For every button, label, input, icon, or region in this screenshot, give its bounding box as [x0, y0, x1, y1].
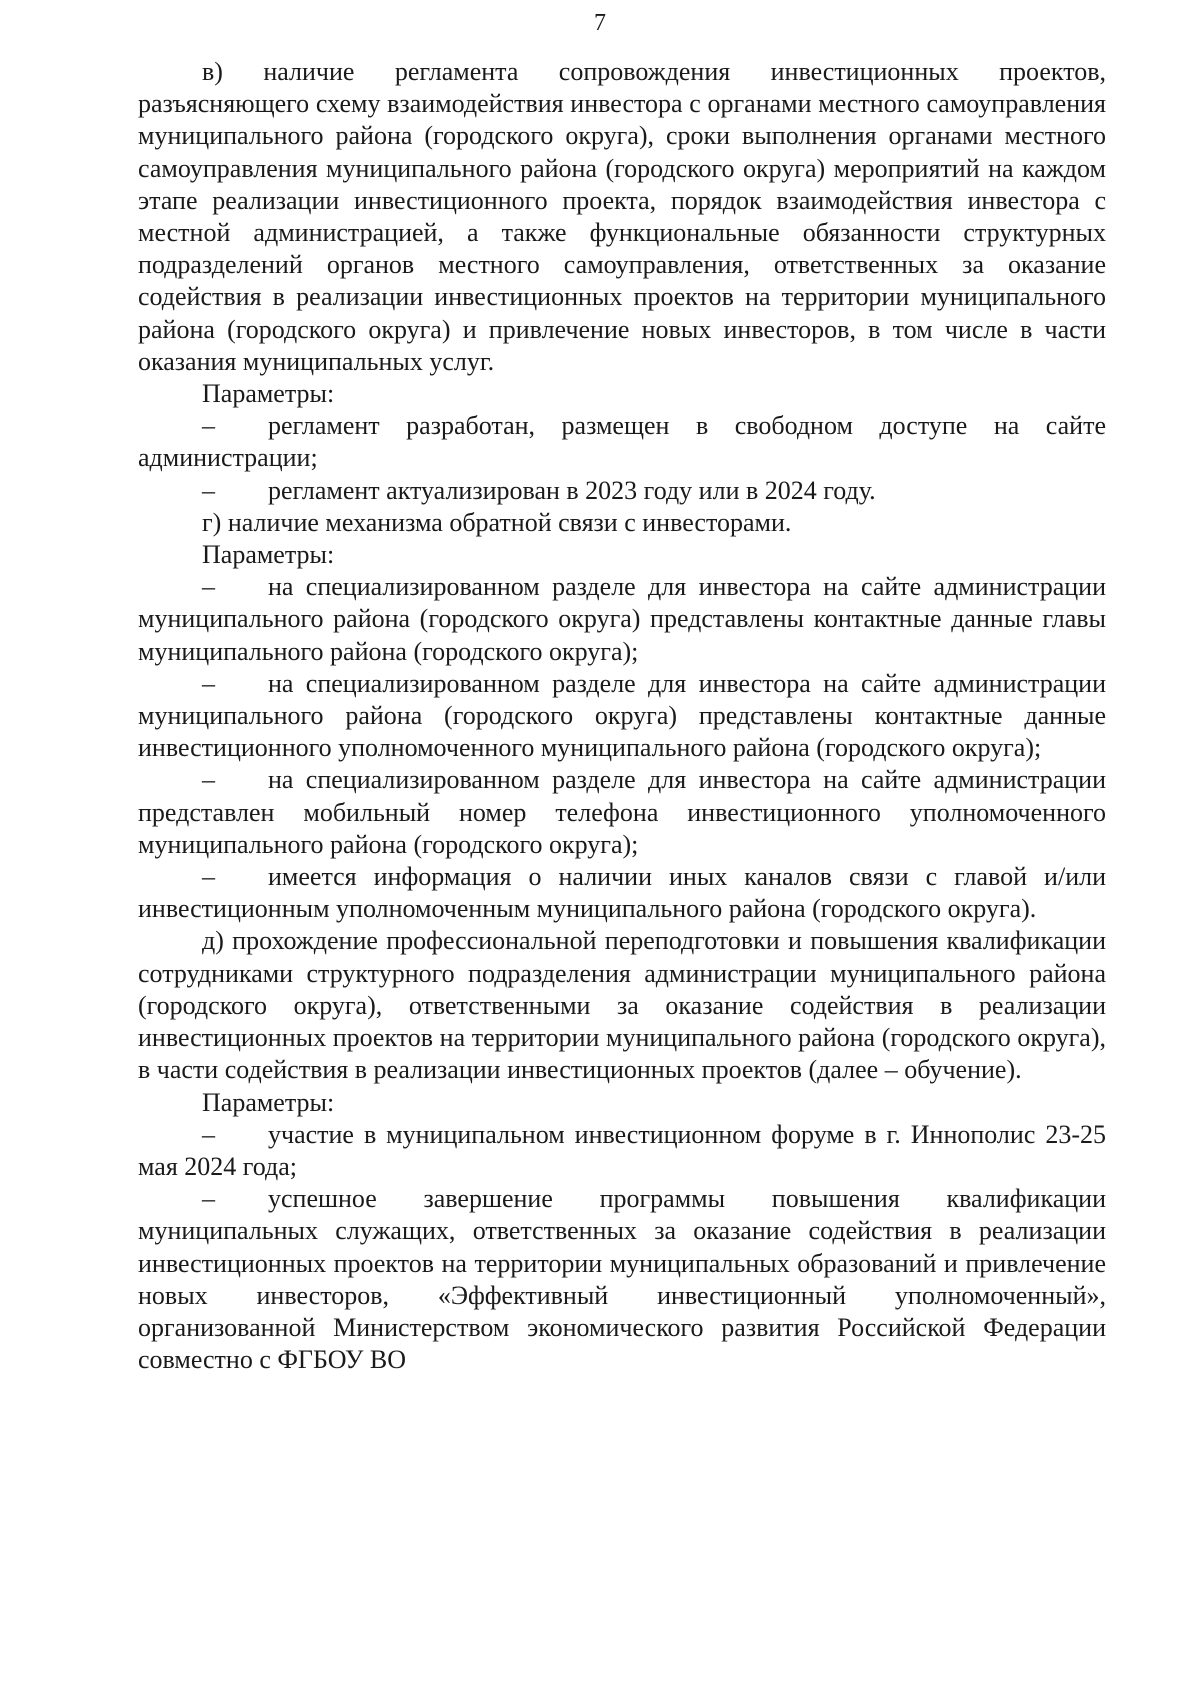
- dash-marker: –: [202, 862, 215, 892]
- parameter-item: [138, 1119, 1106, 1183]
- parameter-item: [138, 475, 1106, 507]
- parameters-heading: Параметры:: [202, 379, 335, 409]
- parameter-text: успешное завершение программы повышения квалификации муниципальных служащих, ответственных за оказание содействия в реализации инвестиционных проектов на территории муниципальных образований и привлечение новых инвесторов, «Эффективный инвестиционный уполномоченный», организованной Министерством экономического развития Российской Федерации совместно с ФГБОУ ВО: [138, 1184, 1106, 1375]
- parameter-item: [138, 571, 1106, 668]
- parameter-text: на специализированном разделе для инвестора на сайте администрации муниципального района (городского округа) представлены контактные данные инвестиционного уполномоченного муниципального района (городского округа);: [138, 668, 1106, 763]
- parameters-heading: Параметры:: [202, 540, 335, 570]
- page-number: 7: [594, 10, 606, 36]
- parameter-item: [138, 410, 1106, 474]
- paragraph-item-g: г) наличие механизма обратной связи с инвесторами.: [202, 507, 792, 537]
- parameter-text: на специализированном разделе для инвестора на сайте администрации муниципального района (городского округа) представлены контактные данные главы муниципального района (городского округа);: [138, 572, 1106, 666]
- dash-marker: –: [202, 572, 215, 602]
- parameter-item: [138, 668, 1106, 765]
- dash-marker: –: [202, 765, 215, 795]
- dash-marker: –: [202, 411, 215, 441]
- dash-marker: –: [202, 1119, 215, 1149]
- dash-marker: –: [202, 475, 215, 505]
- parameter-text: имеется информация о наличии иных каналов связи с главой и/или инвестиционным уполномоченным муниципального района (городского округа).: [138, 862, 1106, 924]
- paragraph-item-v: в) наличие регламента сопровождения инвестиционных проектов, разъясняющего схему взаимодействия инвестора с органами местного самоуправления муниципального района (городского округа), сроки выполнения органами местного самоуправления муниципального района (городского округа) мероприятий на каждом этапе реализации инвестиционного проекта, порядок взаимодействия инвестора с местной администрацией, а также функциональные обязанности структурных подразделений органов местного самоуправления, ответственных за оказание содействия в реализации инвестиционных проектов на территории муниципального района (городского округа) и привлечение новых инвесторов, в том числе в части оказания муниципальных услуг.: [138, 57, 1106, 376]
- parameter-item: [138, 861, 1106, 925]
- parameter-item: [138, 1183, 1106, 1376]
- parameter-item: [138, 764, 1106, 861]
- document-body: [138, 56, 1106, 1376]
- dash-marker: –: [202, 668, 215, 698]
- parameter-text: на специализированном разделе для инвестора на сайте администрации представлен мобильный номер телефона инвестиционного уполномоченного муниципального района (городского округа);: [138, 765, 1106, 859]
- dash-marker: –: [202, 1184, 215, 1214]
- paragraph-item-d: д) прохождение профессиональной переподготовки и повышения квалификации сотрудниками структурного подразделения администрации муниципального района (городского округа), ответственными за оказание содействия в реализации инвестиционных проектов на территории муниципального района (городского округа), в части содействия в реализации инвестиционных проектов (далее – обучение).: [138, 926, 1106, 1085]
- parameter-text: регламент актуализирован в 2023 году или в 2024 году.: [268, 475, 876, 505]
- parameters-heading: Параметры:: [202, 1087, 335, 1117]
- parameter-text: регламент разработан, размещен в свободном доступе на сайте администрации;: [138, 411, 1106, 473]
- parameter-text: участие в муниципальном инвестиционном форуме в г. Иннополис 23-25 мая 2024 года;: [138, 1119, 1106, 1181]
